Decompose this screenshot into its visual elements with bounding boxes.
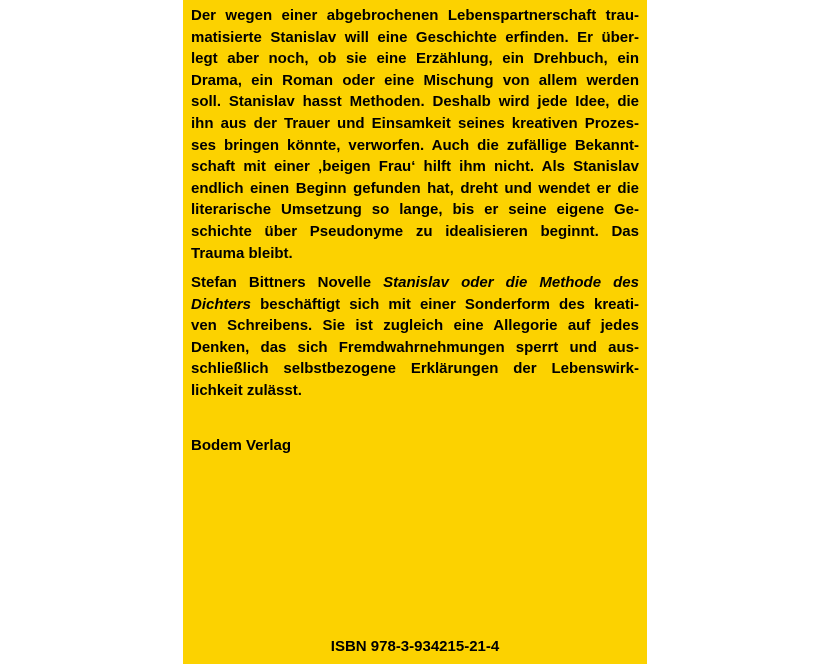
isbn-number: ISBN 978-3-934215-21-4 (330, 638, 500, 655)
blurb-line: literarische Umsetzung so lange, bis er seine eigene Ge- (191, 201, 639, 219)
blurb-line: endlich einen Beginn gefunden hat, dreht und wendet er die (191, 179, 639, 197)
blurb-line: Der wegen einer abgebrochenen Lebenspartnerschaft trau- (191, 7, 639, 24)
description-line: lichkeit zulässt. (191, 381, 302, 399)
blurb-line: soll. Stanislav hasst Methoden. Deshalb wird jede Idee, die (191, 93, 639, 111)
description-line: schließlich selbstbezogene Erklärungen der Lebenswirk- (191, 360, 639, 378)
description-line: ven Schreibens. Sie ist zugleich eine Allegorie auf jedes (191, 317, 639, 335)
blurb-line: ses bringen könnte, verworfen. Auch die zufällige Bekannt- (191, 136, 639, 154)
publisher-name: Bodem Verlag (191, 437, 292, 454)
description-paragraph (191, 272, 639, 402)
book-back-cover (183, 0, 647, 664)
blurb-line: schichte über Pseudonyme zu idealisieren beginnt. Das (191, 222, 639, 240)
book-title-italic: Stanislav oder die Methode des (383, 274, 639, 291)
description-text: beschäftigt sich mit einer Sonderform des kreati- (260, 295, 639, 313)
description-text: Stefan Bittners Novelle (191, 274, 372, 291)
blurb-paragraph (191, 5, 639, 264)
blurb-line: schaft mit einer ‚beigen Frau‘ hilft ihm nicht. Als Stanislav (191, 158, 639, 176)
blurb-line: Drama, ein Roman oder eine Mischung von allem werden (191, 71, 639, 89)
description-line (191, 272, 639, 294)
description-line (191, 294, 639, 316)
blurb-line: Trauma bleibt. (191, 244, 293, 262)
blurb-line: matisierte Stanislav will eine Geschichte erfinden. Er über- (191, 28, 639, 46)
blurb-line: ihn aus der Trauer und Einsamkeit seines kreativen Prozes- (191, 114, 639, 132)
book-title-italic: Dichters (191, 295, 252, 313)
blurb-line: legt aber noch, ob sie eine Erzählung, ein Drehbuch, ein (191, 50, 639, 68)
description-line: Denken, das sich Fremdwahrnehmungen sperrt und aus- (191, 338, 639, 356)
